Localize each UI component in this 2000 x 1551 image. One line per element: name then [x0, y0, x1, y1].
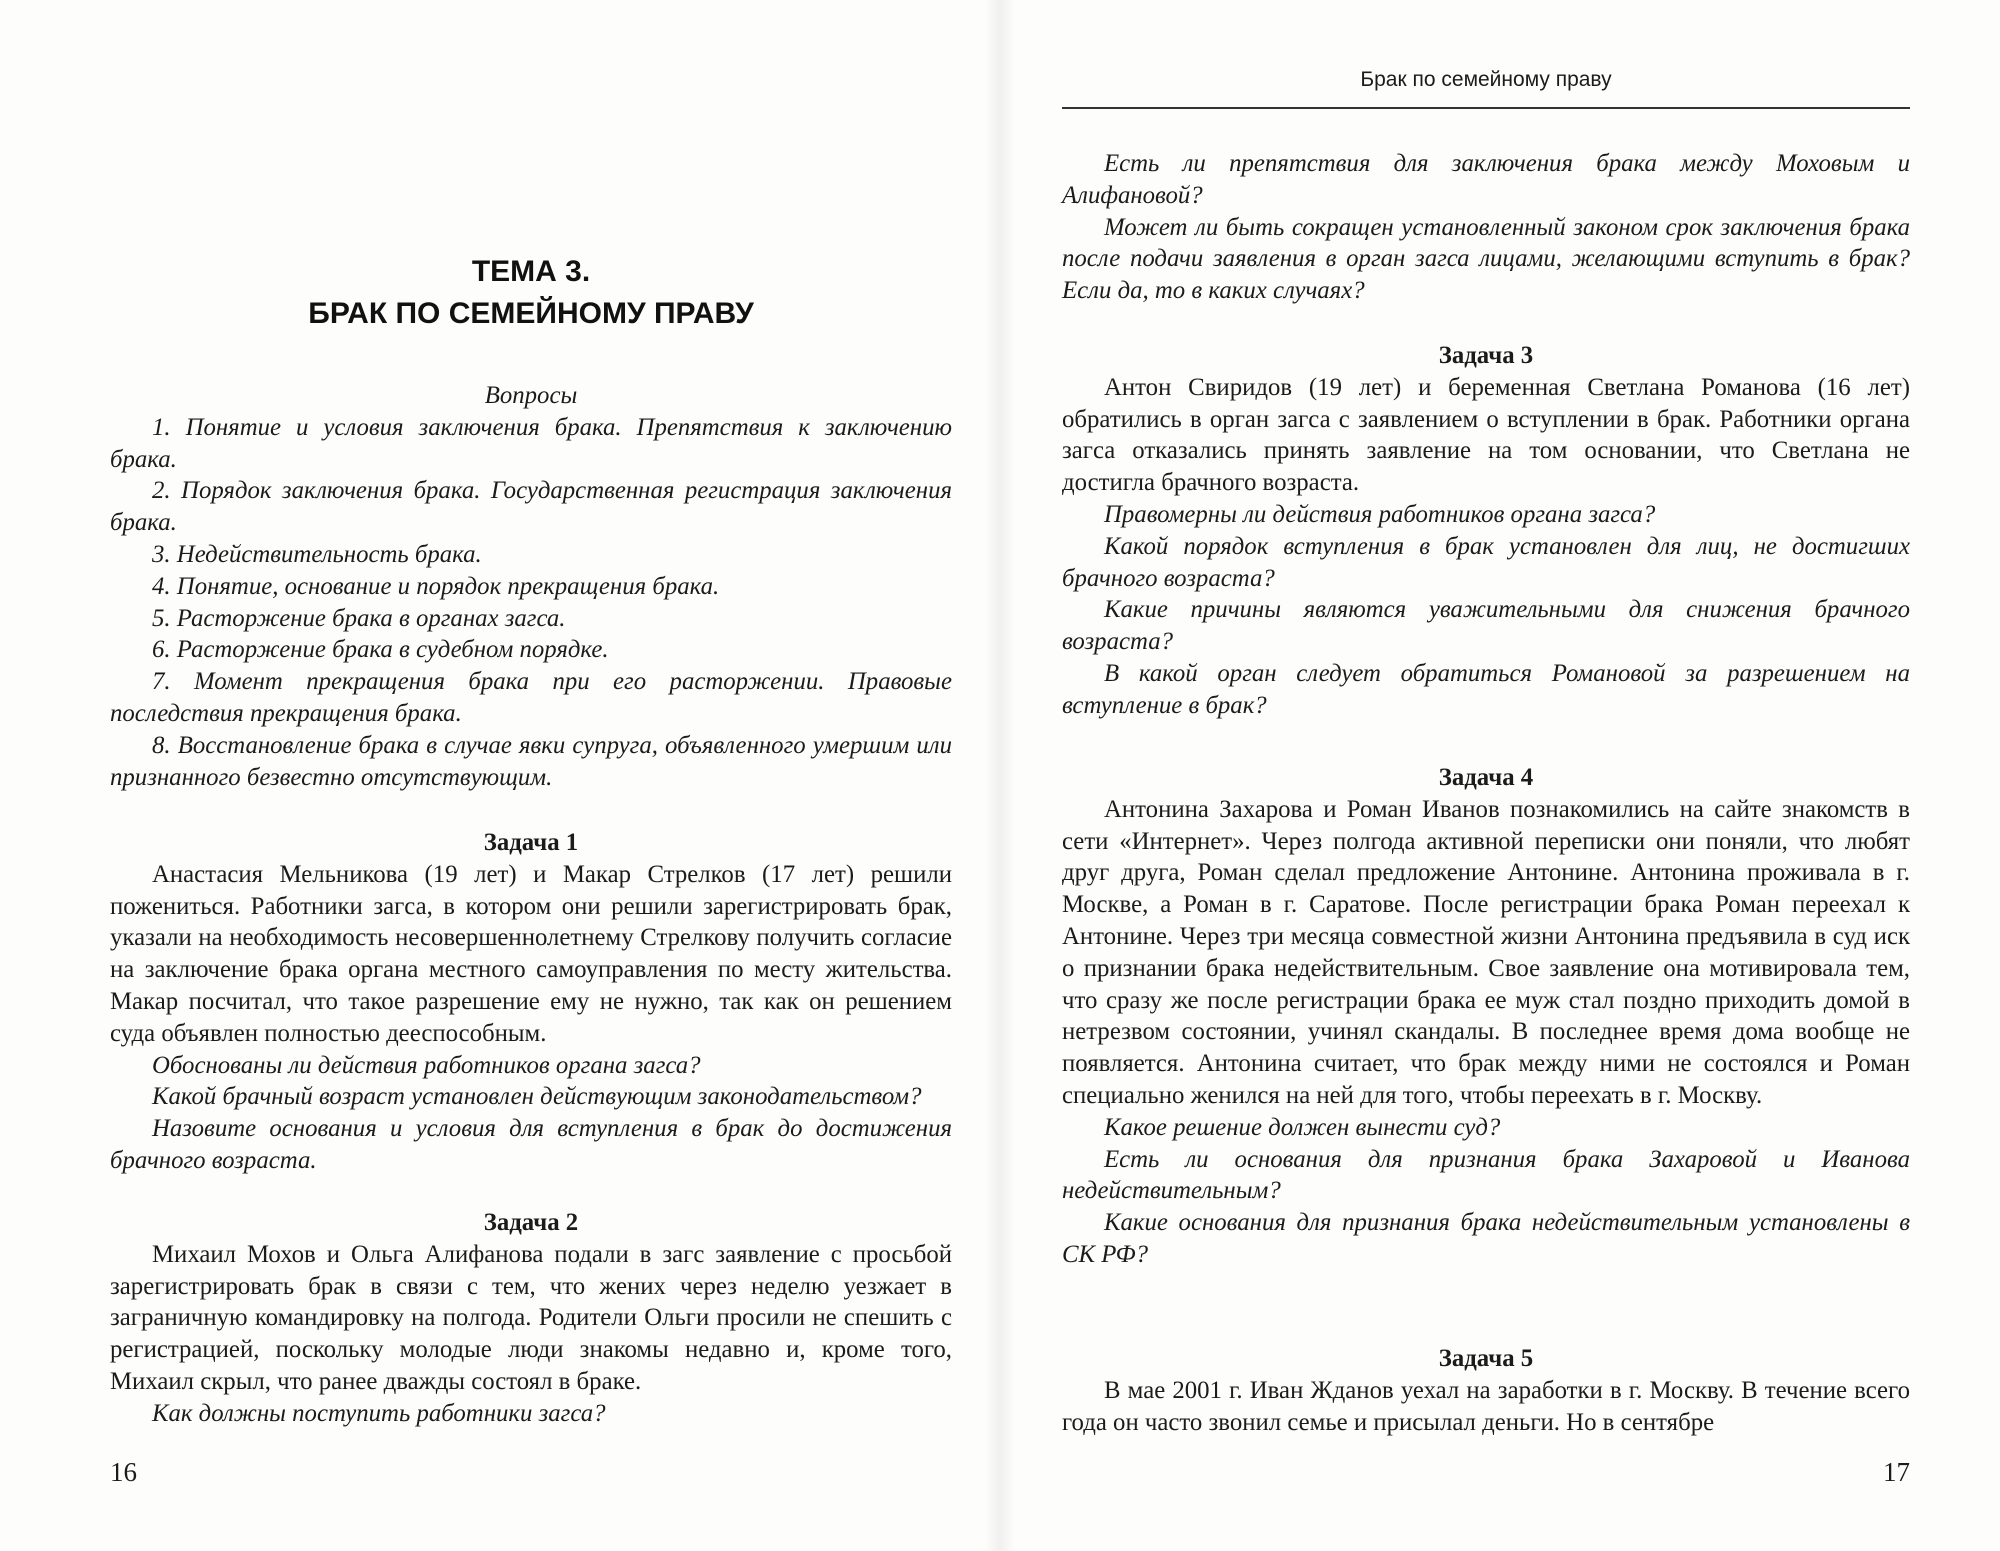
task-4	[1062, 762, 1910, 1271]
task-2	[110, 1207, 952, 1430]
chapter-title-number: ТЕМА 3.	[471, 255, 591, 288]
task-question: Как должны поступить работники загса?	[152, 1399, 606, 1427]
question-item: 7. Момент прекращения брака при его расторжении. Правовые последствия прекращения брака.	[110, 668, 952, 727]
task-text: Антонина Захарова и Роман Иванов познакомились на сайте знакомств в сети «Интернет». Через полгода активной переписки они поняли, что любят друг друга, Роман сделал предложение Антонине. Антонина проживала в г. Москве, а Роман в г. Саратове. После регистрации брака Роман переехал к Антонине. Через три месяца совместной жизни Антонина предъявила в суд иск о признании брака недействительным. Свое заявление она мотивировала тем, что сразу же после регистрации брака ее муж стал поздно приходить домой в нетрезвом состоянии, учинял скандалы. В последнее время дома вообще не появляется. Антонина считает, что брак между ними не состоялся и Роман специально женился на ней для того, чтобы переехать в г. Москву.	[1062, 795, 1910, 1109]
task-5	[1062, 1343, 1910, 1438]
task-question: Какое решение должен вынести суд?	[1104, 1113, 1501, 1141]
questions-heading: Вопросы	[484, 382, 578, 409]
question-item: 4. Понятие, основание и порядок прекращения брака.	[152, 572, 720, 600]
task-heading: Задача 2	[483, 1209, 579, 1236]
running-header: Брак по семейному праву	[1360, 68, 1612, 91]
header-rule	[1062, 107, 1910, 109]
task-text: Анастасия Мельникова (19 лет) и Макар Стрелков (17 лет) решили пожениться. Работники загса, в котором они решили зарегистрировать брак, указали на необходимость несовершеннолетнему Стрелкову получить согласие на заключение брака органа местного самоуправления по месту жительства. Макар посчитал, что такое разрешение ему не нужно, так как он решением суда объявлен полностью дееспособным.	[110, 860, 952, 1047]
task-text: Михаил Мохов и Ольга Алифанова подали в загс заявление с просьбой зарегистрировать брак в связи с тем, что жених через неделю уезжает в заграничную командировку на полгода. Родители Ольги просили не спешить с регистрацией, поскольку молодые люди знакомы недавно и, кроме того, Михаил скрыл, что ранее дважды состоял в браке.	[110, 1240, 952, 1395]
task-text: Антон Свиридов (19 лет) и беременная Светлана Романова (16 лет) обратились в орган загса с заявлением о вступлении в брак. Работники органа загса отказались принять заявление на том основании, что Светлана не достигла брачного возраста.	[1062, 373, 1910, 497]
task-question: В какой орган следует обратиться Романовой за разрешением на вступление в брак?	[1062, 659, 1910, 719]
task-heading: Задача 1	[483, 829, 579, 856]
question-item: 3. Недействительность брака.	[152, 540, 482, 568]
question-item: 1. Понятие и условия заключения брака. Препятствия к заключению брака.	[110, 413, 952, 473]
question-item: 2. Порядок заключения брака. Государственная регистрация заключения брака.	[110, 477, 952, 537]
page-number: 17	[1883, 1457, 1910, 1487]
question-item: 5. Расторжение брака в органах загса.	[152, 604, 566, 632]
task-1	[110, 827, 952, 1177]
task-question: Обоснованы ли действия работников органа загса?	[152, 1051, 701, 1079]
task-heading: Задача 5	[1438, 1345, 1534, 1372]
task-heading: Задача 4	[1438, 764, 1534, 791]
task-question: Какой брачный возраст установлен действующим законодательством?	[152, 1083, 922, 1111]
question-item: 6. Расторжение брака в судебном порядке.	[152, 636, 609, 664]
task-2-continued	[1062, 148, 1910, 307]
task-question: Есть ли препятствия для заключения брака между Моховым и Алифановой?	[1062, 150, 1910, 209]
task-question: Какие основания для признания брака недействительным установлены в СК РФ?	[1062, 1209, 1910, 1268]
task-3	[1062, 340, 1910, 722]
task-text: В мае 2001 г. Иван Жданов уехал на заработки в г. Москву. В течение всего года он часто звонил семье и присылал деньги. Но в сентябре	[1062, 1376, 1910, 1436]
right-page	[1000, 0, 2000, 1551]
chapter-title: БРАК ПО СЕМЕЙНОМУ ПРАВУ	[308, 297, 754, 330]
task-heading: Задача 3	[1438, 342, 1534, 369]
questions-section	[110, 380, 952, 793]
task-question: Есть ли основания для признания брака Захаровой и Иванова недействительным?	[1062, 1145, 1910, 1205]
task-question: Какой порядок вступления в брак установлен для лиц, не достигших брачного возраста?	[1062, 532, 1910, 592]
task-question: Какие причины являются уважительными для снижения брачного возраста?	[1062, 596, 1910, 656]
task-question: Может ли быть сокращен установленный законом срок заключения брака после подачи заявления в орган загса лицами, желающими вступить в брак? Если да, то в каких случаях?	[1062, 213, 1910, 305]
task-question: Правомерны ли действия работников органа загса?	[1104, 500, 1656, 528]
task-question: Назовите основания и условия для вступления в брак до достижения брачного возраста.	[110, 1115, 952, 1174]
page-number: 16	[110, 1457, 137, 1487]
question-item: 8. Восстановление брака в случае явки супруга, объявленного умершим или признанного безвестно отсутствующим.	[110, 731, 952, 791]
